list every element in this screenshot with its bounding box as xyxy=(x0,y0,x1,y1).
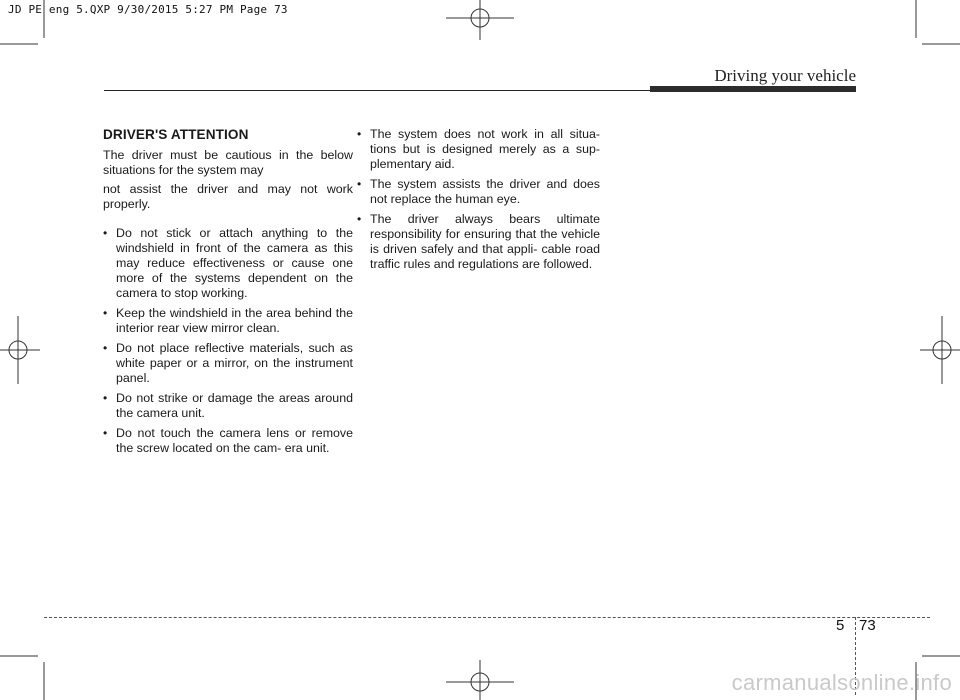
header-rule-bar xyxy=(650,86,856,92)
bullet-icon: • xyxy=(103,306,108,320)
left-column xyxy=(103,127,353,461)
bullet-icon: • xyxy=(103,426,108,440)
list-item-text: Do not stick or attach anything to the windshield in front of the camera as this may reduce effectiveness or cause one more of the systems dependent on the camera to stop working. xyxy=(116,226,353,300)
list-item-text: Do not touch the camera lens or remove the screw located on the cam- era unit. xyxy=(116,426,353,455)
list-item-text: The system does not work in all situa- tions but is designed merely as a sup- plementary aid. xyxy=(370,127,600,171)
list-item xyxy=(357,177,600,207)
bullet-icon: • xyxy=(357,127,362,141)
left-bullet-list xyxy=(103,226,353,456)
header-rule xyxy=(104,90,650,91)
chapter-number: 5 xyxy=(836,617,845,634)
right-column xyxy=(357,127,600,277)
footer-rule xyxy=(44,617,930,618)
section-heading: DRIVER'S ATTENTION xyxy=(103,127,249,142)
list-item xyxy=(103,306,353,336)
watermark: carmanualsonline.info xyxy=(731,670,952,695)
intro-paragraph-1: The driver must be cautious in the below situations for the system may xyxy=(103,148,353,177)
list-item xyxy=(103,341,353,386)
list-item xyxy=(357,212,600,272)
print-slug: JD PE eng 5.QXP 9/30/2015 5:27 PM Page 73 xyxy=(8,3,288,16)
list-item-text: Do not strike or damage the areas around the camera unit. xyxy=(116,391,353,420)
page-number: 73 xyxy=(859,617,876,634)
bullet-icon: • xyxy=(103,391,108,405)
bullet-icon: • xyxy=(103,226,108,240)
bullet-icon: • xyxy=(357,212,362,226)
list-item-text: The system assists the driver and does not replace the human eye. xyxy=(370,177,600,206)
bullet-icon: • xyxy=(357,177,362,191)
list-item xyxy=(103,226,353,301)
list-item xyxy=(357,127,600,172)
right-bullet-list xyxy=(357,127,600,272)
section-title: Driving your vehicle xyxy=(714,66,856,85)
list-item-text: The driver always bears ultimate responsibility for ensuring that the vehicle is driven safely and that appli- cable road traffic rules and regulations are followed. xyxy=(370,212,600,271)
list-item xyxy=(103,391,353,421)
intro-paragraph-2: not assist the driver and may not work properly. xyxy=(103,182,353,211)
list-item-text: Keep the windshield in the area behind the interior rear view mirror clean. xyxy=(116,306,353,335)
bullet-icon: • xyxy=(103,341,108,355)
list-item xyxy=(103,426,353,456)
list-item-text: Do not place reflective materials, such as white paper or a mirror, on the instrument panel. xyxy=(116,341,353,385)
